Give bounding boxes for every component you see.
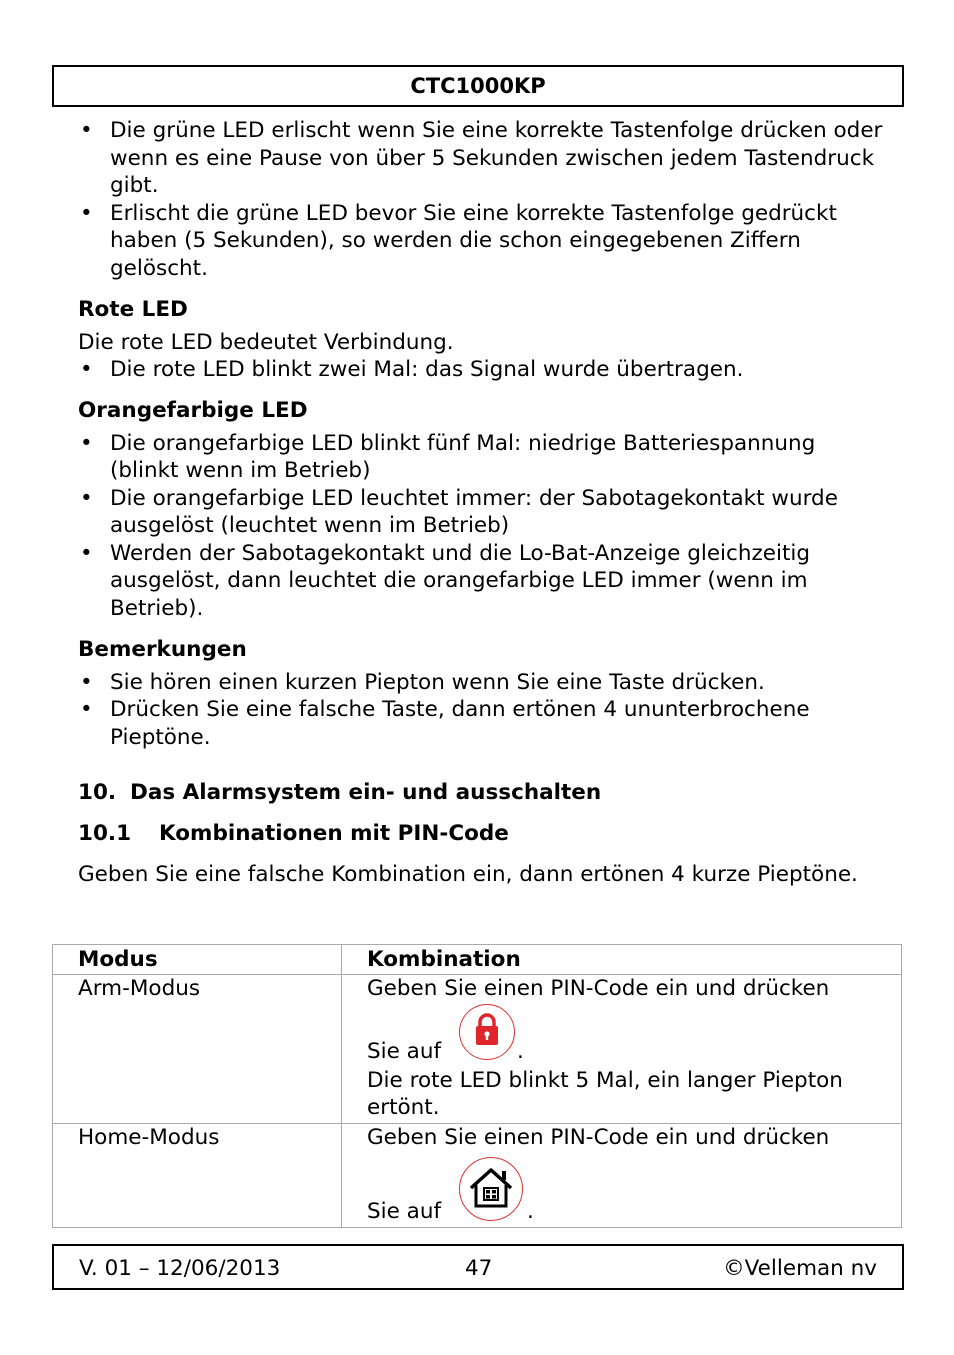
red-led-intro: Die rote LED bedeutet Verbindung. — [78, 329, 454, 355]
list-item: • Die grüne LED erlischt wenn Sie eine korrekte Tastenfolge drücken oder wenn es eine Pause von über 5 Sekunden zwischen jedem Tastendruck gibt. — [78, 117, 888, 200]
mode-table — [52, 944, 902, 1228]
table-cell-mode: Arm-Modus — [53, 975, 342, 1124]
footer-copyright: ©Velleman nv — [723, 1256, 877, 1281]
section-title: Kombinationen mit PIN-Code — [159, 821, 509, 846]
footer-version: V. 01 – 12/06/2013 — [79, 1256, 281, 1281]
section-number: 10. — [78, 780, 117, 805]
table-header: Modus — [53, 945, 342, 975]
section-title: Das Alarmsystem ein- und ausschalten — [130, 780, 602, 805]
table-cell-combination — [342, 975, 902, 1124]
sie-auf-text: Sie auf — [367, 1039, 442, 1064]
remarks-section — [78, 636, 888, 751]
section-10-1-heading — [78, 820, 888, 848]
instruction-text: Geben Sie einen PIN-Code ein und drücken — [367, 976, 830, 1001]
red-led-heading: Rote LED — [78, 297, 188, 322]
icon-row — [367, 1002, 901, 1067]
list-item: • Werden der Sabotagekontakt und die Lo-Bat-Anzeige gleichzeitig ausgelöst, dann leuchtet die orangefarbige LED immer (wenn im Betrieb). — [78, 540, 888, 623]
list-item: • Sie hören einen kurzen Piepton wenn Sie eine Taste drücken. — [78, 669, 888, 697]
orange-led-section — [78, 397, 888, 622]
table-row — [53, 1124, 902, 1228]
table-header-row — [53, 945, 902, 975]
list-item: • Die rote LED blinkt zwei Mal: das Signal wurde übertragen. — [78, 356, 888, 384]
red-led-section — [78, 296, 888, 384]
section-number: 10.1 — [78, 821, 132, 846]
page-footer — [52, 1244, 904, 1290]
home-icon — [459, 1157, 523, 1221]
list-item: • Erlischt die grüne LED bevor Sie eine korrekte Tastenfolge gedrückt haben (5 Sekunden), so werden die schon eingegebenen Ziffern gelöscht. — [78, 200, 888, 283]
table-cell-mode: Home-Modus — [53, 1124, 342, 1228]
instruction-text: Geben Sie einen PIN-Code ein und drücken — [367, 1125, 830, 1150]
icon-row — [367, 1151, 901, 1227]
list-item: • Die orangefarbige LED leuchtet immer: der Sabotagekontakt wurde ausgelöst (leuchtet wenn im Betrieb) — [78, 485, 888, 540]
page-number: 47 — [465, 1256, 493, 1281]
section-10-heading — [78, 779, 888, 807]
period-text: . — [527, 1199, 534, 1224]
table-cell-combination — [342, 1124, 902, 1228]
result-text: Die rote LED blinkt 5 Mal, ein langer Piepton ertönt. — [367, 1068, 843, 1120]
remarks-heading: Bemerkungen — [78, 637, 247, 662]
green-led-section — [78, 117, 888, 282]
section-10-1-text: Geben Sie eine falsche Kombination ein, dann ertönen 4 kurze Pieptöne. — [78, 862, 858, 887]
header-title: CTC1000KP — [410, 74, 546, 98]
table-row — [53, 975, 902, 1124]
table-header: Kombination — [342, 945, 902, 975]
page-header — [52, 65, 904, 107]
list-item: • Drücken Sie eine falsche Taste, dann ertönen 4 ununterbrochene Pieptöne. — [78, 696, 888, 751]
orange-led-heading: Orangefarbige LED — [78, 398, 308, 423]
lock-icon — [459, 1004, 515, 1060]
period-text: . — [517, 1039, 524, 1064]
sie-auf-text: Sie auf — [367, 1199, 442, 1224]
list-item: • Die orangefarbige LED blinkt fünf Mal: niedrige Batteriespannung (blinkt wenn im Betrieb) — [78, 430, 888, 485]
